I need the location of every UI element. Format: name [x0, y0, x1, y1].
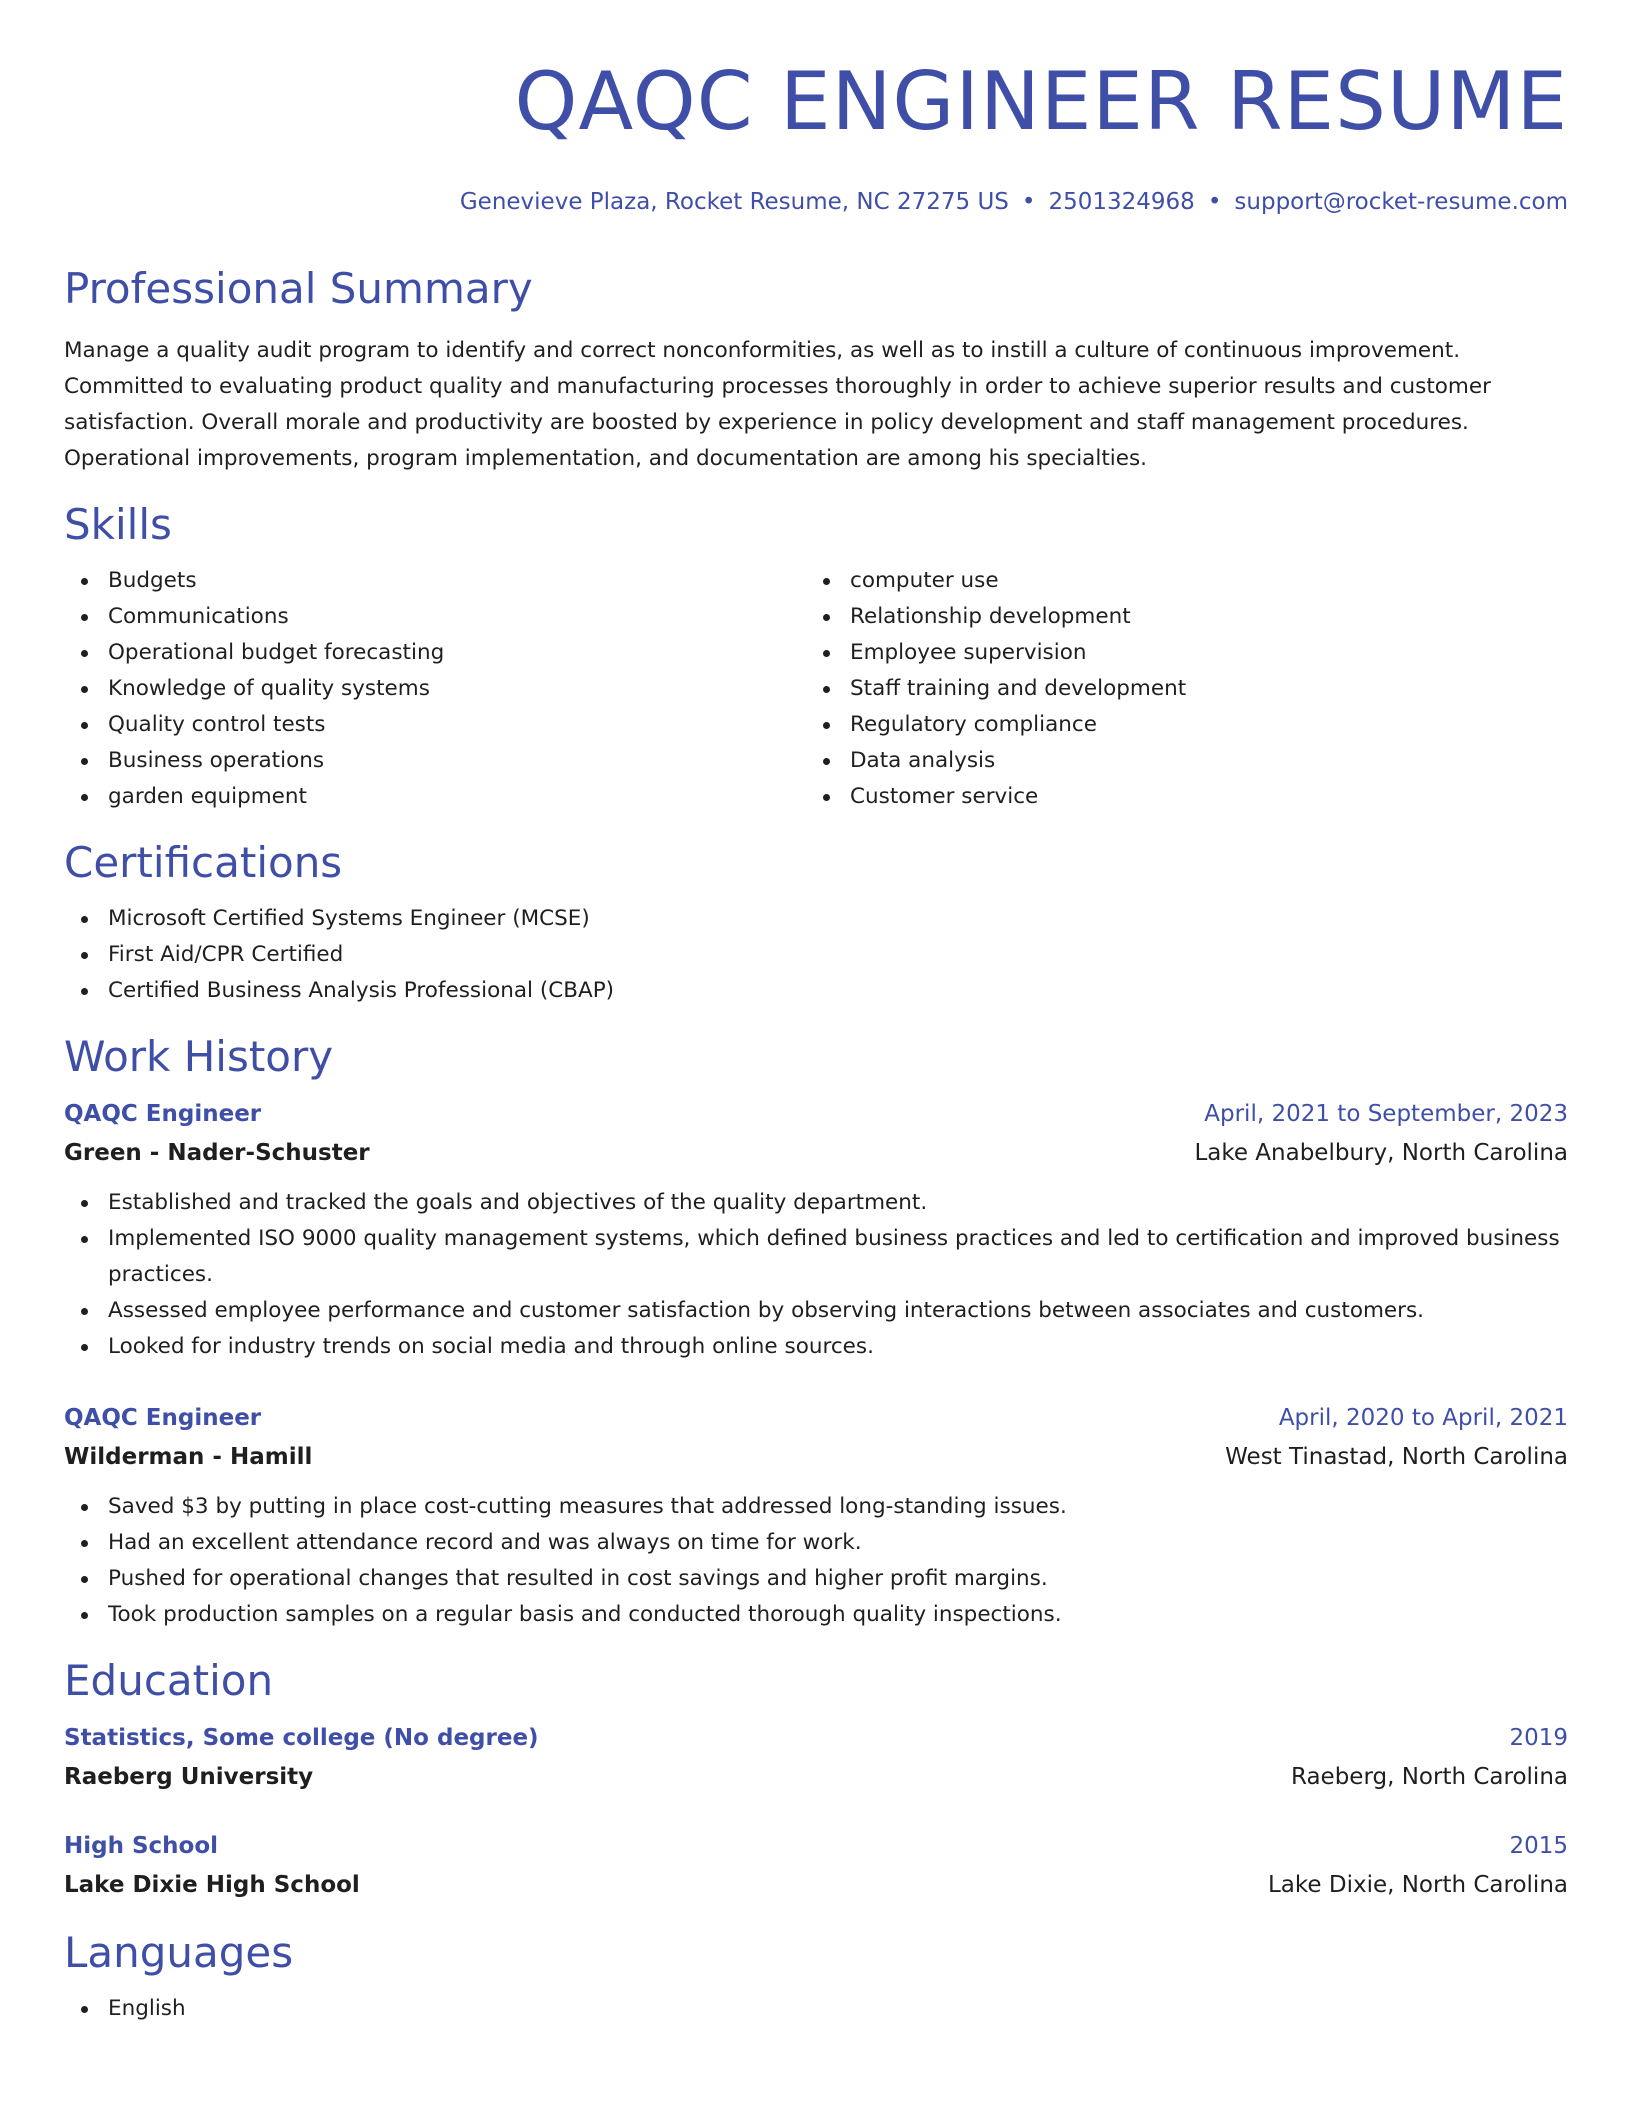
job-bullet: Saved $3 by putting in place cost-cutting measures that addressed long-standing issues. [64, 1489, 1568, 1525]
job-bullet: Took production samples on a regular basis and conducted thorough quality inspections. [64, 1597, 1568, 1633]
job-bullet: Established and tracked the goals and objectives of the quality department. [64, 1185, 1568, 1221]
job-location: West Tinastad, North Carolina [1225, 1444, 1568, 1470]
certification-item: Certified Business Analysis Professional (CBAP) [64, 973, 1568, 1009]
job-bullet: Implemented ISO 9000 quality management systems, which defined business practices and led to certification and improved business practices. [64, 1221, 1568, 1293]
contact-phone: 2501324968 [1048, 189, 1195, 215]
skill-item: computer use [806, 563, 1548, 599]
skill-item: Relationship development [806, 599, 1548, 635]
resume-page [64, 0, 1568, 2027]
job-bullets [64, 1185, 1568, 1365]
languages-list [64, 1991, 1568, 2027]
work-history-section [64, 1029, 1568, 1633]
summary-text: Manage a quality audit program to identify and correct nonconformities, as well as to instill a culture of continuous improvement. Committed to evaluating product quality and manufacturing processes thoroughly in order to achieve superior results and customer satisfaction. Overall morale and productivity are boosted by experience in policy development and staff management procedures. Operational improvements, program implementation, and documentation are among his specialties. [64, 338, 1491, 471]
education-entry [64, 1719, 1568, 1797]
education-degree: Statistics, Some college (No degree) [64, 1725, 539, 1751]
education-year: 2015 [1509, 1833, 1568, 1859]
job-role: QAQC Engineer [64, 1405, 262, 1431]
education-entry [64, 1827, 1568, 1905]
job-bullet: Assessed employee performance and customer satisfaction by observing interactions between associates and customers. [64, 1293, 1568, 1329]
contact-email[interactable]: support@rocket-resume.com [1234, 189, 1568, 215]
skill-item: Business operations [64, 743, 806, 779]
education-school: Raeberg University [64, 1764, 314, 1790]
summary-heading: Professional Summary [64, 264, 533, 313]
language-item: English [64, 1991, 1568, 2027]
skill-item: Regulatory compliance [806, 707, 1548, 743]
education-school-row [64, 1757, 1568, 1797]
education-header-row [64, 1827, 1568, 1865]
certification-item: First Aid/CPR Certified [64, 937, 1568, 973]
skill-item: Customer service [806, 779, 1548, 815]
job-location: Lake Anabelbury, North Carolina [1194, 1140, 1568, 1166]
skill-item: garden equipment [64, 779, 806, 815]
education-location: Lake Dixie, North Carolina [1267, 1872, 1568, 1898]
skill-item: Quality control tests [64, 707, 806, 743]
job-company-row [64, 1437, 1568, 1477]
job-header-row [64, 1399, 1568, 1437]
job-company: Green - Nader-Schuster [64, 1140, 370, 1166]
skills-heading: Skills [64, 500, 172, 549]
job-bullet: Had an excellent attendance record and was always on time for work. [64, 1525, 1568, 1561]
skill-item: Data analysis [806, 743, 1548, 779]
certifications-section [64, 835, 1568, 1009]
job-role: QAQC Engineer [64, 1101, 262, 1127]
certifications-heading: Certifications [64, 838, 343, 887]
contact-address: Genevieve Plaza, Rocket Resume, NC 27275 US [459, 189, 1009, 215]
education-header-row [64, 1719, 1568, 1757]
education-school: Lake Dixie High School [64, 1872, 360, 1898]
job-entry [64, 1399, 1568, 1633]
job-entry [64, 1095, 1568, 1365]
job-dates: April, 2021 to September, 2023 [1204, 1101, 1568, 1127]
skill-item: Communications [64, 599, 806, 635]
skill-item: Employee supervision [806, 635, 1548, 671]
contact-line [64, 187, 1568, 217]
contact-separator: • [1021, 189, 1036, 215]
job-company-row [64, 1133, 1568, 1173]
skills-grid [64, 563, 1568, 815]
contact-separator: • [1207, 189, 1222, 215]
education-degree: High School [64, 1833, 219, 1859]
skill-item: Operational budget forecasting [64, 635, 806, 671]
job-bullet: Looked for industry trends on social media and through online sources. [64, 1329, 1568, 1365]
skills-list-right [806, 563, 1548, 815]
skill-item: Knowledge of quality systems [64, 671, 806, 707]
languages-section [64, 1925, 1568, 2027]
skill-item: Budgets [64, 563, 806, 599]
job-company: Wilderman - Hamill [64, 1444, 313, 1470]
job-dates: April, 2020 to April, 2021 [1278, 1405, 1568, 1431]
job-bullet: Pushed for operational changes that resulted in cost savings and higher profit margins. [64, 1561, 1568, 1597]
work-history-heading: Work History [64, 1032, 334, 1081]
education-year: 2019 [1509, 1725, 1568, 1751]
education-section [64, 1653, 1568, 1905]
languages-heading: Languages [64, 1928, 294, 1977]
education-school-row [64, 1865, 1568, 1905]
education-heading: Education [64, 1656, 274, 1705]
education-location: Raeberg, North Carolina [1290, 1764, 1568, 1790]
job-header-row [64, 1095, 1568, 1133]
certifications-list [64, 901, 1568, 1009]
skills-section [64, 497, 1568, 815]
skill-item: Staff training and development [806, 671, 1548, 707]
resume-title: QAQC ENGINEER RESUME [514, 55, 1568, 148]
certification-item: Microsoft Certified Systems Engineer (MCSE) [64, 901, 1568, 937]
skills-list-left [64, 563, 806, 815]
job-bullets [64, 1489, 1568, 1633]
